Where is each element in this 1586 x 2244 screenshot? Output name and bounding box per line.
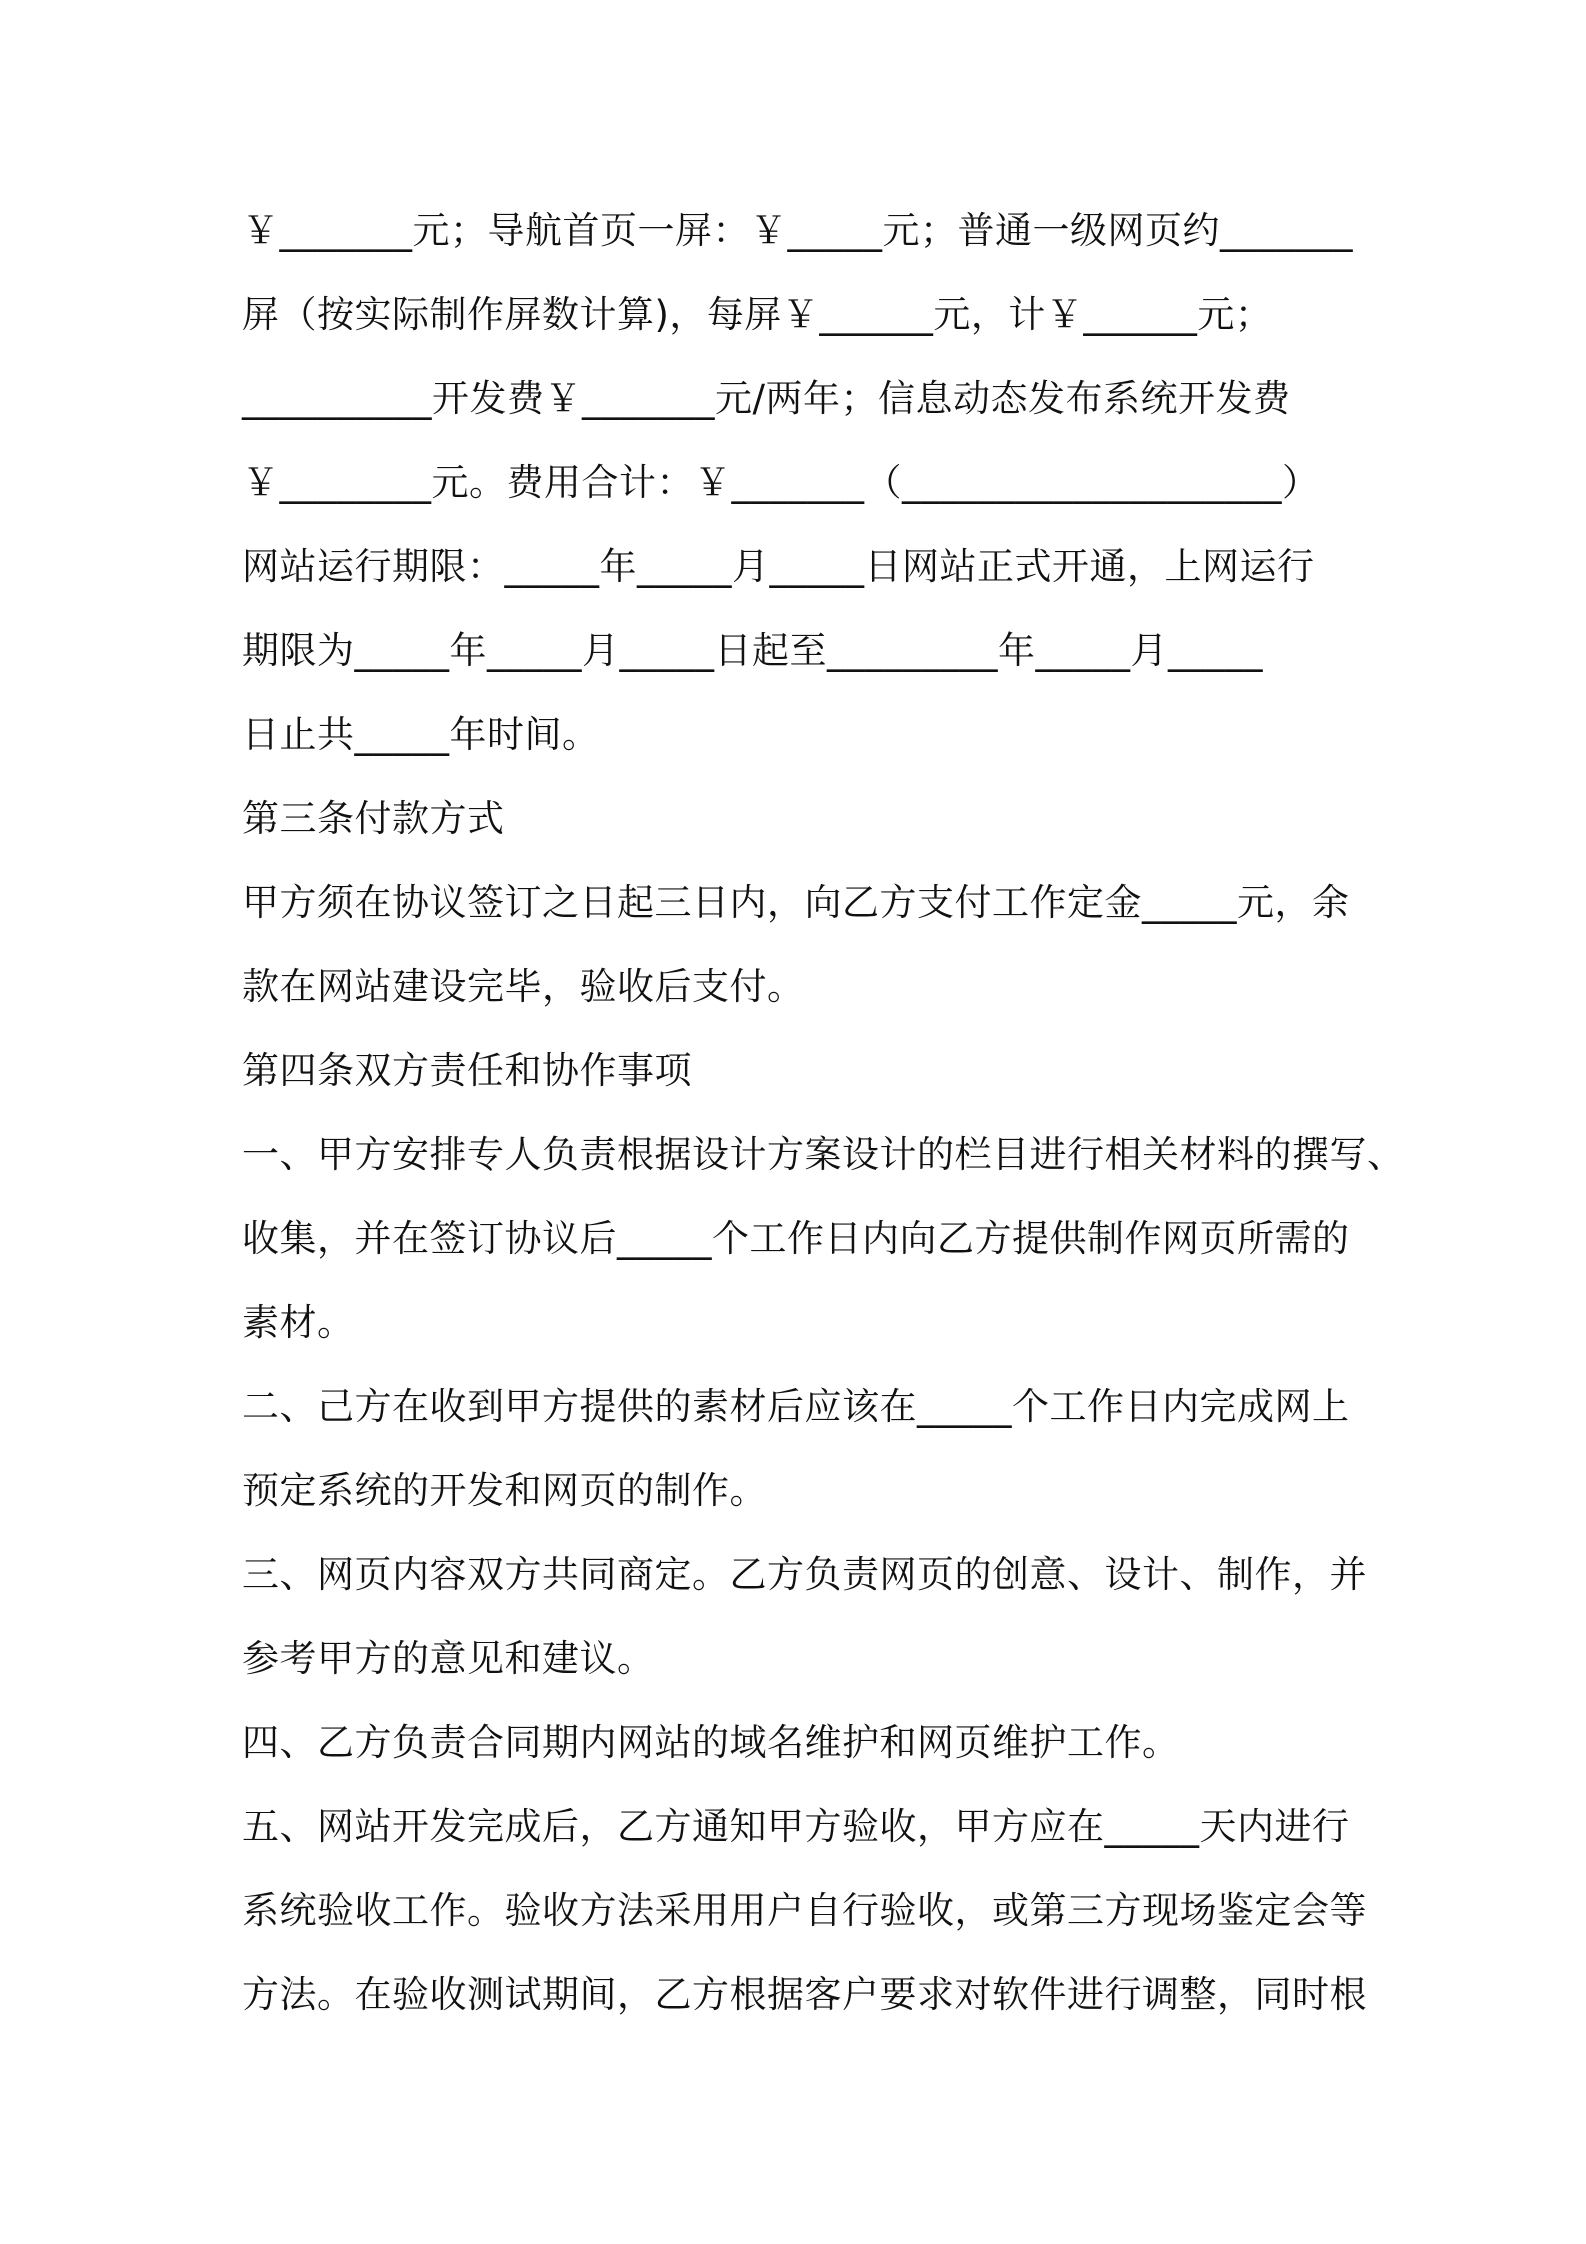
text-line: 方法。在验收测试期间，乙方根据客户要求对软件进行调整，同时根 [242,1973,1367,2016]
text-line: 甲方须在协议签订之日起三日内，向乙方支付工作定金_____元，余 [242,881,1350,924]
text-line: 三、网页内容双方共同商定。乙方负责网页的创意、设计、制作，并 [242,1553,1367,1596]
text-line: 屏（按实际制作屏数计算)，每屏￥______元，计￥______元； [242,293,1273,336]
text-line: 四、乙方负责合同期内网站的域名维护和网页维护工作。 [242,1721,1180,1764]
text-line: 日止共_____年时间。 [242,713,600,756]
document-body [242,198,1405,2046]
text-line: 预定系统的开发和网页的制作。 [242,1469,767,1512]
text-line: 素材。 [242,1301,355,1344]
text-line: 系统验收工作。验收方法采用用户自行验收，或第三方现场鉴定会等 [242,1889,1367,1932]
text-line: 参考甲方的意见和建议。 [242,1637,655,1680]
text-line: 五、网站开发完成后，乙方通知甲方验收，甲方应在_____天内进行 [242,1805,1350,1848]
text-line: ￥_______元；导航首页一屏：￥_____元；普通一级网页约_______ [242,209,1353,252]
text-line: 二、己方在收到甲方提供的素材后应该在_____个工作日内完成网上 [242,1385,1350,1428]
text-line: 期限为_____年_____月_____日起至_________年_____月_____ [242,629,1263,672]
text-line: 一、甲方安排专人负责根据设计方案设计的栏目进行相关材料的撰写、 [242,1133,1405,1176]
text-line: ￥________元。费用合计：￥_______（____________________） [242,461,1320,504]
text-line: __________开发费￥_______元/两年；信息动态发布系统开发费 [242,377,1291,420]
section-heading: 第四条双方责任和协作事项 [242,1049,692,1092]
text-line: 网站运行期限：_____年_____月_____日网站正式开通，上网运行 [242,545,1315,588]
text-line: 款在网站建设完毕，验收后支付。 [242,965,805,1008]
text-line: 收集，并在签订协议后_____个工作日内向乙方提供制作网页所需的 [242,1217,1350,1260]
section-heading: 第三条付款方式 [242,797,505,840]
